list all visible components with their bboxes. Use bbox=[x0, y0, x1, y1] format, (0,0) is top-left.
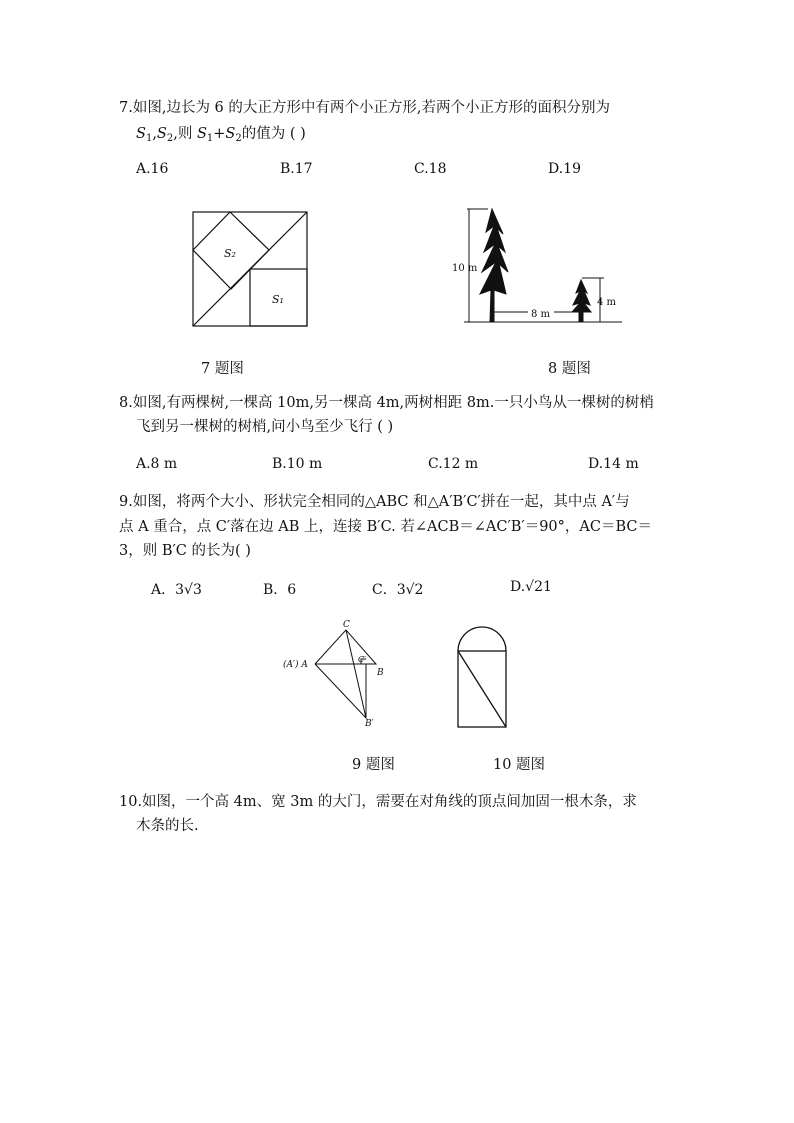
fig8-large-tree bbox=[480, 209, 508, 322]
q9-text-line1: 9.如图，将两个大小、形状完全相同的△ABC 和△A′B′C′拼在一起，其中点 A′与 bbox=[119, 494, 630, 510]
fig10-arch bbox=[458, 627, 506, 651]
caption-fig8: 8 题图 bbox=[548, 361, 591, 377]
fig7-label-s2: S₂ bbox=[224, 247, 236, 260]
q10-text-line1: 10.如图，一个高 4m、宽 3m 的大门，需要在对角线的顶点间加固一根木条，求 bbox=[119, 794, 637, 810]
q7-option-b: B.17 bbox=[280, 161, 313, 177]
figure-7 bbox=[193, 212, 307, 326]
fig9-triangle-abprime bbox=[315, 664, 366, 718]
fig9-segment-bprime-c bbox=[346, 630, 366, 718]
fig8-small-tree bbox=[572, 280, 591, 322]
fig10-diagonal bbox=[458, 651, 506, 727]
q9-option-a: A．3√3 bbox=[151, 582, 202, 598]
q9-text-line2: 点 A 重合，点 C′落在边 AB 上，连接 B′C. 若∠ACB＝∠AC′B′＝90°，AC＝BC＝ bbox=[119, 519, 652, 535]
fig9-label-cprime: C′ bbox=[358, 655, 366, 664]
figure-8 bbox=[452, 209, 622, 322]
q8-option-c: C.12 m bbox=[428, 456, 479, 472]
fig8-label-4m: 4 m bbox=[597, 297, 617, 308]
q8-option-b: B.10 m bbox=[272, 456, 323, 472]
q8-option-a: A.8 m bbox=[136, 456, 178, 472]
q10-text-line2: 木条的长. bbox=[136, 818, 199, 834]
q8-option-d: D.14 m bbox=[588, 456, 639, 472]
fig9-label-c: C bbox=[343, 620, 350, 630]
fig8-label-10m: 10 m bbox=[452, 263, 478, 274]
q9-text-line3: 3，则 B′C 的长为( ) bbox=[119, 543, 251, 559]
q9-option-b: B．6 bbox=[263, 582, 297, 598]
caption-fig9: 9 题图 bbox=[352, 757, 395, 773]
q9-option-c: C．3√2 bbox=[372, 582, 424, 598]
q9-option-d: D.√21 bbox=[510, 579, 552, 595]
fig9-label-bprime: B′ bbox=[365, 719, 374, 729]
fig9-triangle-abc bbox=[315, 630, 376, 664]
q8-text-line1: 8.如图,有两棵树,一棵高 10m,另一棵高 4m,两树相距 8m.一只小鸟从一棵树的树梢 bbox=[119, 395, 654, 411]
figure-10 bbox=[458, 627, 506, 727]
q7-option-d: D.19 bbox=[548, 161, 581, 177]
fig9-label-a: (A′) A bbox=[283, 660, 308, 670]
fig9-label-b: B bbox=[377, 668, 384, 678]
q7-option-a: A.16 bbox=[136, 161, 169, 177]
fig7-label-s1: S₁ bbox=[272, 293, 284, 306]
figure-9 bbox=[283, 620, 384, 729]
q7-text-line2: $S_1,S_2$,则 $S_1+S_2$的值为 ( ) bbox=[136, 126, 306, 144]
q7-option-c: C.18 bbox=[414, 161, 447, 177]
q7-text-line1: 7.如图,边长为 6 的大正方形中有两个小正方形,若两个小正方形的面积分别为 bbox=[119, 100, 610, 116]
caption-fig10: 10 题图 bbox=[493, 757, 546, 773]
fig8-label-8m: 8 m bbox=[531, 309, 551, 320]
q8-text-line2: 飞到另一棵树的树梢,问小鸟至少飞行 ( ) bbox=[136, 419, 394, 435]
caption-fig7: 7 题图 bbox=[201, 361, 244, 377]
